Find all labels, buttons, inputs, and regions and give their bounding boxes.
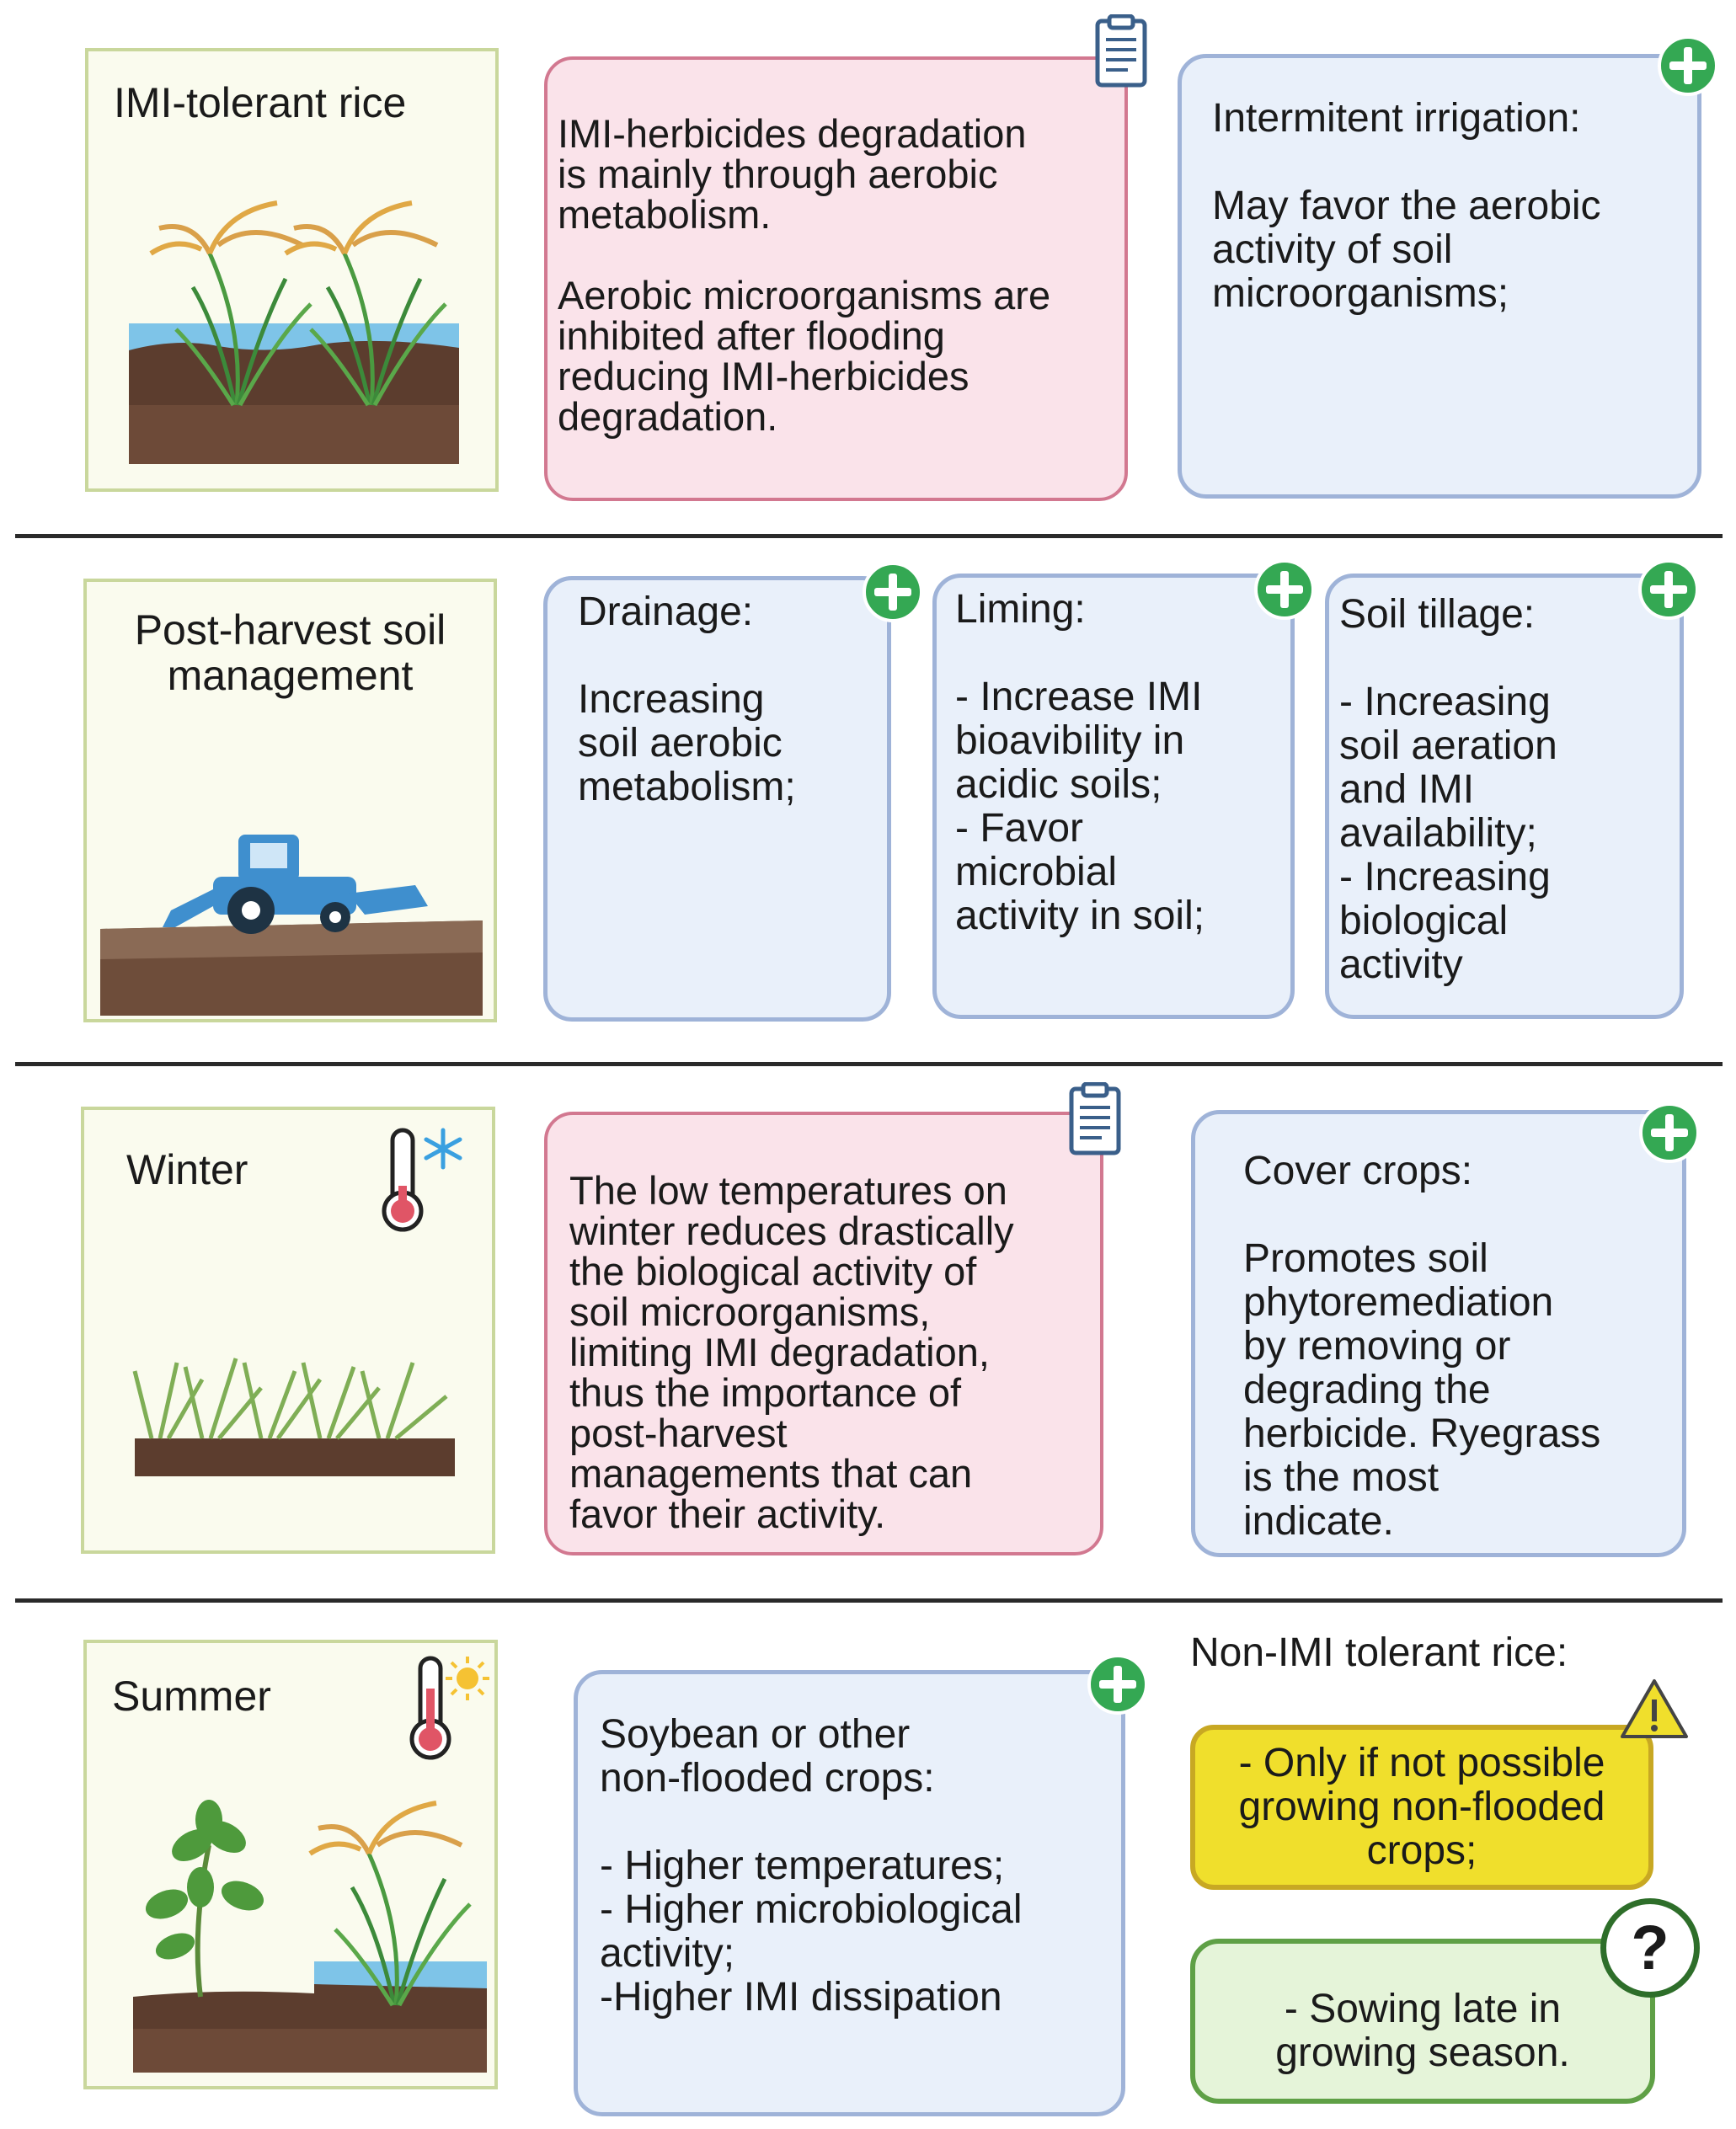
- non-imi-heading: Non-IMI tolerant rice:: [1190, 1630, 1568, 1675]
- panel-title: Summer: [112, 1673, 271, 1720]
- note-box-aerobic-degradation: [544, 56, 1128, 501]
- sun-icon: [444, 1655, 491, 1702]
- row-divider: [15, 1062, 1723, 1066]
- panel-imi-tolerant-rice: [85, 48, 499, 492]
- clipboard-icon: [1068, 1082, 1122, 1158]
- row-divider: [15, 1598, 1723, 1603]
- practice-box-intermittent-irrigation: [1178, 54, 1701, 499]
- question-box: [1190, 1939, 1655, 2104]
- practice-box-cover-crops: [1191, 1110, 1686, 1557]
- question-text: - Sowing late in growing season.: [1275, 1987, 1570, 2075]
- plus-icon: [1637, 558, 1701, 622]
- panel-winter: [81, 1107, 495, 1554]
- warning-text: - Only if not possible growing non-flooded crops;: [1238, 1741, 1605, 1873]
- tractor-icon: [95, 826, 483, 1020]
- plus-icon: [1086, 1652, 1150, 1716]
- panel-title: IMI-tolerant rice: [114, 79, 407, 126]
- practice-box-soybean: [574, 1670, 1125, 2116]
- plus-icon: [1253, 558, 1317, 622]
- drainage-text: Drainage: Increasing soil aerobic metabolism;: [578, 590, 796, 809]
- plus-icon: [1637, 1101, 1701, 1165]
- practice-text: Intermitent irrigation: May favor the aerobic activity of soil microorganisms;: [1212, 96, 1601, 316]
- note-text: The low temperatures on winter reduces drastically the biological activity of soil microorganisms, limiting IMI degradation, thus the importance of post-harvest managements that can favor their activity.: [569, 1168, 1014, 1536]
- practice-text: Soybean or other non-flooded crops: - Higher temperatures; - Higher microbiological activity; -Higher IMI dissipation: [600, 1712, 1023, 2020]
- practice-box-liming: [932, 574, 1295, 1019]
- tillage-text: Soil tillage: - Increasing soil aeration and IMI availability; - Increasing biological activity: [1339, 592, 1557, 987]
- snowflake-icon: [421, 1127, 465, 1171]
- practice-box-drainage: [543, 576, 891, 1022]
- liming-text: Liming: - Increase IMI bioavibility in acidic soils; - Favor microbial activity in soil;: [955, 587, 1205, 938]
- grass-icon: [118, 1354, 472, 1481]
- clipboard-icon: [1094, 14, 1148, 90]
- panel-post-harvest: [83, 579, 497, 1022]
- plus-icon: [861, 560, 925, 624]
- row-divider: [15, 534, 1723, 538]
- practice-box-soil-tillage: [1325, 574, 1684, 1019]
- panel-summer: [83, 1640, 498, 2089]
- soybean-and-rice-icon: [133, 1795, 504, 2073]
- practice-text: Cover crops: Promotes soil phytoremediation by removing or degrading the herbicide. Ryegrass is the most indicate.: [1243, 1149, 1601, 1544]
- warning-icon: [1619, 1678, 1690, 1740]
- note-box-winter-temperatures: [544, 1112, 1103, 1555]
- question-icon: ?: [1600, 1898, 1700, 1998]
- panel-title: Winter: [126, 1146, 248, 1193]
- warning-box: [1190, 1725, 1653, 1890]
- rice-paddy-icon: [126, 186, 462, 464]
- plus-icon: [1656, 34, 1720, 98]
- panel-title: Post-harvest soil management: [134, 606, 446, 699]
- note-text: IMI-herbicides degradation is mainly through aerobic metabolism. Aerobic microorganisms are inhibited after flooding reducing IMI-herbicides degradation.: [558, 111, 1051, 439]
